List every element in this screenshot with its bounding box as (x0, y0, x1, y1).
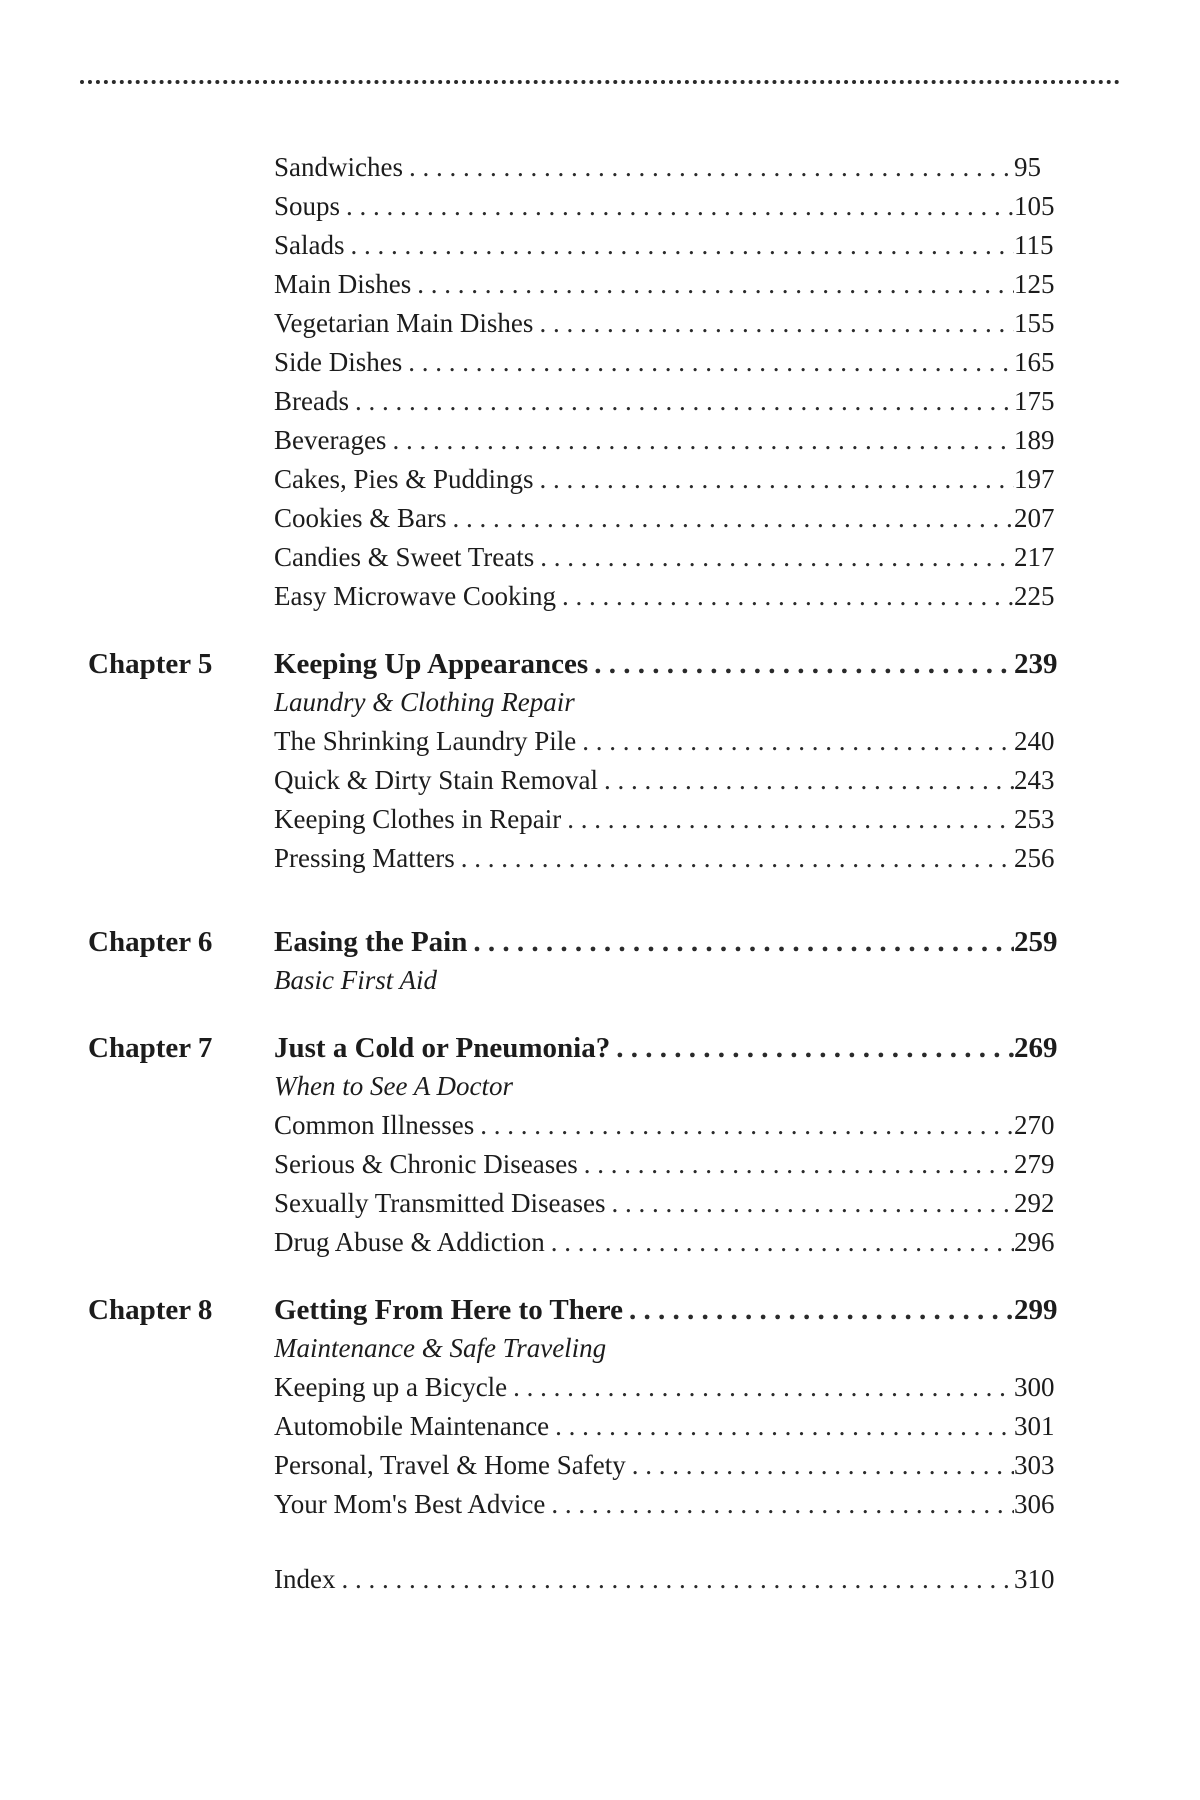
chapter-label: Chapter 5 (88, 648, 213, 680)
chapter-8-subtitle (0, 1333, 1200, 1372)
dot-leader (474, 1110, 1014, 1141)
entry-title: Soups (274, 191, 341, 221)
entry-title: Candies & Sweet Treats (274, 542, 535, 572)
chapter-7-heading[interactable] (0, 1032, 1200, 1071)
dot-leader (455, 843, 1014, 874)
chapter-6-subtitle (0, 965, 1200, 1004)
chapter-page: 259 (1014, 926, 1058, 958)
chapter-title: Keeping Up Appearances (274, 648, 589, 680)
toc-entry-side-dishes[interactable] (0, 347, 1200, 386)
chapter-subtitle: Laundry & Clothing Repair (274, 687, 575, 717)
dot-leader (598, 765, 1014, 796)
toc-entry-beverages[interactable] (0, 425, 1200, 464)
top-dotted-rule (80, 80, 1120, 84)
entry-title: Common Illnesses (274, 1110, 475, 1140)
toc-entry-soups[interactable] (0, 191, 1200, 230)
dot-leader (349, 386, 1014, 417)
entry-page: 253 (1014, 804, 1055, 834)
toc-entry-clothes-repair[interactable] (0, 804, 1200, 843)
entry-page: 256 (1014, 843, 1055, 873)
toc-entry-personal-safety[interactable] (0, 1450, 1200, 1489)
entry-title: The Shrinking Laundry Pile (274, 726, 577, 756)
entry-title: Sandwiches (274, 152, 403, 182)
toc-entry-automobile-maintenance[interactable] (0, 1411, 1200, 1450)
dot-leader (561, 804, 1014, 835)
chapter-subtitle: Maintenance & Safe Traveling (274, 1333, 607, 1363)
toc-entry-serious-chronic-diseases[interactable] (0, 1149, 1200, 1188)
chapter-page: 239 (1014, 648, 1058, 680)
entry-page: 217 (1014, 542, 1055, 572)
dot-leader (545, 1227, 1014, 1258)
chapter-subtitle: Basic First Aid (274, 965, 438, 995)
dot-leader (576, 726, 1014, 757)
dot-leader (533, 308, 1014, 339)
dot-leader (447, 503, 1015, 534)
entry-title: Side Dishes (274, 347, 403, 377)
dot-leader (534, 542, 1014, 573)
toc-entry-main-dishes[interactable] (0, 269, 1200, 308)
dot-leader (556, 581, 1014, 612)
toc-entry-drug-abuse-addiction[interactable] (0, 1227, 1200, 1266)
dot-leader (606, 1188, 1015, 1219)
table-of-contents (0, 152, 1200, 1603)
entry-title: Sexually Transmitted Diseases (274, 1188, 606, 1218)
chapter-page: 299 (1014, 1294, 1058, 1326)
dot-leader (588, 648, 1014, 681)
entry-title: Drug Abuse & Addiction (274, 1227, 545, 1257)
entry-page: 279 (1014, 1149, 1055, 1179)
entry-page: 175 (1014, 386, 1055, 416)
dot-leader (626, 1450, 1014, 1481)
chapter-label: Chapter 8 (88, 1294, 213, 1326)
chapter-8-heading[interactable] (0, 1294, 1200, 1333)
toc-entry-candies-sweet-treats[interactable] (0, 542, 1200, 581)
toc-entry-pressing-matters[interactable] (0, 843, 1200, 882)
dot-leader (386, 425, 1014, 456)
toc-entry-stain-removal[interactable] (0, 765, 1200, 804)
chapter-5-subtitle (0, 687, 1200, 726)
chapter-title: Getting From Here to There (274, 1294, 623, 1326)
entry-page: 125 (1014, 269, 1055, 299)
chapter-7-subtitle (0, 1071, 1200, 1110)
entry-title: Breads (274, 386, 349, 416)
entry-page: 197 (1014, 464, 1055, 494)
dot-leader (340, 191, 1014, 222)
toc-entry-cookies-bars[interactable] (0, 503, 1200, 542)
entry-page: 189 (1014, 425, 1055, 455)
dot-leader (549, 1411, 1014, 1442)
entry-title: Personal, Travel & Home Safety (274, 1450, 626, 1480)
chapter-6-heading[interactable] (0, 926, 1200, 965)
entry-title: Salads (274, 230, 345, 260)
dot-leader (623, 1294, 1014, 1327)
entry-page: 115 (1014, 230, 1054, 260)
entry-title: Beverages (274, 425, 387, 455)
entry-page: 105 (1014, 191, 1055, 221)
dot-leader (403, 152, 1014, 183)
toc-entry-salads[interactable] (0, 230, 1200, 269)
dot-leader (402, 347, 1014, 378)
toc-entry-cakes-pies-puddings[interactable] (0, 464, 1200, 503)
entry-page: 155 (1014, 308, 1055, 338)
entry-page: 306 (1014, 1489, 1055, 1519)
entry-page: 207 (1014, 503, 1055, 533)
dot-leader (345, 230, 1015, 261)
entry-title: Keeping Clothes in Repair (274, 804, 562, 834)
toc-entry-common-illnesses[interactable] (0, 1110, 1200, 1149)
chapter-page: 269 (1014, 1032, 1058, 1064)
entry-title: Quick & Dirty Stain Removal (274, 765, 598, 795)
chapter-subtitle: When to See A Doctor (274, 1071, 513, 1101)
entry-title: Serious & Chronic Diseases (274, 1149, 578, 1179)
entry-title: Cookies & Bars (274, 503, 447, 533)
entry-title: Cakes, Pies & Puddings (274, 464, 534, 494)
toc-entry-sexually-transmitted-diseases[interactable] (0, 1188, 1200, 1227)
entry-page: 240 (1014, 726, 1055, 756)
entry-page: 225 (1014, 581, 1055, 611)
entry-title: Keeping up a Bicycle (274, 1372, 508, 1402)
dot-leader (610, 1032, 1014, 1065)
entry-page: 95 (1014, 152, 1041, 182)
entry-title: Main Dishes (274, 269, 412, 299)
toc-entry-breads[interactable] (0, 386, 1200, 425)
toc-entry-sandwiches[interactable] (0, 152, 1200, 191)
chapter-label: Chapter 6 (88, 926, 213, 958)
toc-entry-vegetarian-main-dishes[interactable] (0, 308, 1200, 347)
toc-entry-shrinking-laundry-pile[interactable] (0, 726, 1200, 765)
entry-title: Pressing Matters (274, 843, 455, 873)
chapter-title: Just a Cold or Pneumonia? (274, 1032, 611, 1064)
dot-leader (545, 1489, 1014, 1520)
toc-entry-bicycle[interactable] (0, 1372, 1200, 1411)
chapter-5-heading[interactable] (0, 648, 1200, 687)
dot-leader (467, 926, 1014, 959)
entry-title: Index (274, 1564, 336, 1594)
dot-leader (534, 464, 1014, 495)
dot-leader (507, 1372, 1014, 1403)
dot-leader (578, 1149, 1014, 1180)
toc-entry-moms-best-advice[interactable] (0, 1489, 1200, 1528)
toc-entry-easy-microwave-cooking[interactable] (0, 581, 1200, 620)
entry-page: 270 (1014, 1110, 1055, 1140)
entry-page: 310 (1014, 1564, 1055, 1594)
entry-page: 296 (1014, 1227, 1055, 1257)
entry-title: Automobile Maintenance (274, 1411, 550, 1441)
dot-leader (411, 269, 1014, 300)
entry-page: 292 (1014, 1188, 1055, 1218)
dot-leader (335, 1564, 1014, 1595)
entry-title: Easy Microwave Cooking (274, 581, 556, 611)
entry-page: 243 (1014, 765, 1055, 795)
entry-page: 300 (1014, 1372, 1055, 1402)
chapter-title: Easing the Pain (274, 926, 468, 958)
toc-entry-index[interactable] (0, 1564, 1200, 1603)
chapter-label: Chapter 7 (88, 1032, 213, 1064)
entry-title: Vegetarian Main Dishes (274, 308, 534, 338)
entry-page: 165 (1014, 347, 1055, 377)
entry-page: 303 (1014, 1450, 1055, 1480)
entry-title: Your Mom's Best Advice (274, 1489, 546, 1519)
entry-page: 301 (1014, 1411, 1055, 1441)
